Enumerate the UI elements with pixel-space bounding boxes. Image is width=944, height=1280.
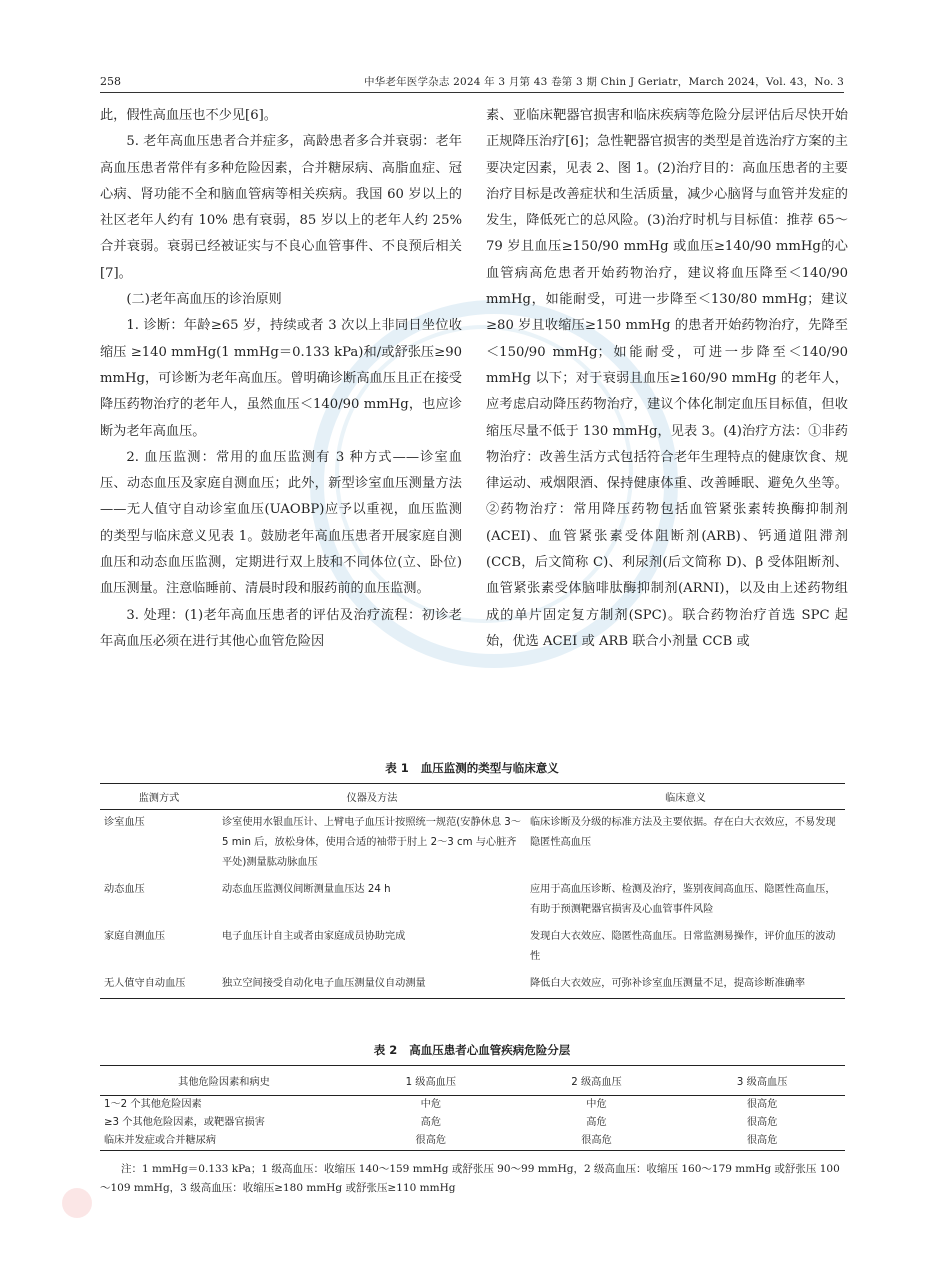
table-cell: 中危 <box>420 1099 442 1110</box>
paragraph: 2. 血压监测：常用的血压监测有 3 种方式——诊室血压、动态血压及家庭自测血压；此外，新型诊室血压测量方法——无人值守自动诊室血压(UAOBP)应予以重视，血压监测的类型与临床意义见表 1。鼓励老年高血压患者开展家庭自测血压和动态血压监测，定期进行双上肢和不同体位(立、卧位)血压测量。注意临睡前、清晨时段和服药前的血压监测。 <box>100 449 462 597</box>
section-heading: (二)老年高血压的诊治原则 <box>126 292 282 308</box>
table-cell: 电子血压计自主或者由家庭成员协助完成 <box>222 931 406 942</box>
table-cell: 1～2 个其他危险因素 <box>104 1099 202 1110</box>
table-row <box>100 924 845 971</box>
table-cell: 很高危 <box>679 1132 845 1151</box>
table-cell: 无人值守自动血压 <box>100 971 218 999</box>
table-row <box>100 810 845 878</box>
table-cell: 临床并发症或合并糖尿病 <box>100 1132 348 1151</box>
table2-caption <box>100 1042 844 1058</box>
table-row <box>100 1096 845 1115</box>
table-cell: 很高危 <box>348 1132 514 1151</box>
table-row <box>100 1132 845 1151</box>
table2-number: 表 2 <box>373 1043 398 1057</box>
table1 <box>100 783 845 999</box>
journal-info: 中华老年医学杂志 2024 年 3 月第 43 卷第 3 期 Chin J Geriatr，March 2024，Vol. 43，No. 3 <box>363 75 844 88</box>
table-cell: 高危 <box>420 1117 442 1128</box>
table-cell: 很高危 <box>746 1117 778 1128</box>
left-column <box>100 103 462 655</box>
table2-title: 高血压患者心血管疾病危险分层 <box>409 1043 571 1057</box>
paragraph: 素、亚临床靶器官损害和临床疾病等危险分层评估后尽快开始正规降压治疗[6]；急性靶器官损害的类型是首选治疗方案的主要决定因素，见表 2、图 1。(2)治疗目的：高血压患者的主要治疗目标是改善症状和生活质量，减少心脑肾与血管并发症的发生，降低死亡的总风险。(3)治疗时机与目标值：推荐 65～79 岁且血压≥150/90 mmHg 或血压≥140/90 mmHg的心血管病高危患者开始药物治疗，建议将血压降至＜140/90 mmHg，如能耐受，可进一步降至＜130/80 mmHg；建议≥80 岁且收缩压≥150 mmHg 的患者开始药物治疗，先降至＜150/90 mmHg；如能耐受，可进一步降至＜140/90 mmHg 以下；对于衰弱且血压≥160/90 mmHg 的老年人，应考虑启动降压药物治疗，建议个体化制定血压目标值，但收缩压尽量不低于 130 mmHg，见表 3。(4)治疗方法：①非药物治疗：改善生活方式包括符合老年生理特点的健康饮食、规律运动、戒烟限酒、保持健康体重、改善睡眠、避免久坐等。②药物治疗：常用降压药物包括血管紧张素转换酶抑制剂(ACEI)、血管紧张素受体阻断剂(ARB)、钙通道阻滞剂(CCB，后文简称 C)、利尿剂(后文简称 D)、β 受体阻断剂、血管紧张素受体脑啡肽酶抑制剂(ARNI)，以及由上述药物组成的单片固定复方制剂(SPC)。联合药物治疗首选 SPC 起始，优选 ACEI 或 ARB 联合小剂量 CCB 或 <box>486 108 848 649</box>
table-cell: ≥3 个其他危险因素，或靶器官损害 <box>104 1117 265 1128</box>
table2-header: 3 级高血压 <box>679 1066 845 1096</box>
table2-header: 1 级高血压 <box>348 1066 514 1096</box>
publisher-watermark <box>62 1188 262 1220</box>
paragraph: 5. 老年高血压患者合并症多，高龄患者多合并衰弱：老年高血压患者常伴有多种危险因素，合并糖尿病、高脂血症、冠心病、肾功能不全和脑血管病等相关疾病。我国 60 岁以上的社区老年人约有 10% 患有衰弱，85 岁以上的老年人约 25% 合并衰弱。衰弱已经被证实与不良心血管事件、不良预后相关[7]。 <box>100 134 462 281</box>
table-cell: 降低白大衣效应，可弥补诊室血压测量不足，提高诊断准确率 <box>526 971 845 999</box>
table-cell: 很高危 <box>746 1099 778 1110</box>
table-cell: 发现白大衣效应、隐匿性高血压。日常监测易操作，评价血压的波动性 <box>530 931 836 962</box>
table-cell: 中危 <box>586 1099 607 1110</box>
table-cell: 独立空间接受自动化电子血压测量仪自动测量 <box>218 971 526 999</box>
table-cell: 动态血压 <box>104 884 145 895</box>
paragraph: 3. 处理：(1)老年高血压患者的评估及治疗流程：初诊老年高血压必须在进行其他心血管危险因 <box>100 607 462 649</box>
table-row <box>100 877 845 924</box>
table-cell: 很高危 <box>514 1132 680 1151</box>
table-cell: 高危 <box>586 1117 607 1128</box>
table2-header: 2 级高血压 <box>514 1066 680 1096</box>
table-cell: 临床诊断及分级的标准方法及主要依据。存在白大衣效应，不易发现隐匿性高血压 <box>530 817 836 848</box>
table-cell: 家庭自测血压 <box>104 931 166 942</box>
table-cell: 诊室使用水银血压计、上臂电子血压计按照统一规范(安静休息 3～5 min 后，放松身体，使用合适的袖带于肘上 2～3 cm 与心脏齐平处)测量肱动脉血压 <box>222 817 521 868</box>
table-cell: 诊室血压 <box>104 817 145 828</box>
table-row <box>100 1114 845 1132</box>
paragraph: 1. 诊断：年龄≥65 岁，持续或者 3 次以上非同日坐位收缩压 ≥140 mmHg(1 mmHg＝0.133 kPa)和/或舒张压≥90 mmHg，可诊断为老年高血压。曾明确诊断高血压且正在接受降压药物治疗的老年人，虽然血压＜140/90 mmHg，也应诊断为老年高血压。 <box>100 318 462 439</box>
table2-header: 其他危险因素和病史 <box>100 1066 348 1096</box>
page-number: 258 <box>100 74 121 88</box>
table-row <box>100 971 845 999</box>
table-note: 注：1 mmHg＝0.133 kPa；1 级高血压：收缩压 140～159 mmHg 或舒张压 90～99 mmHg，2 级高血压：收缩压 160～179 mmHg 或舒张压 100～109 mmHg，3 级高血压：收缩压≥180 mmHg 或舒张压≥110 mmHg <box>100 1163 840 1194</box>
table1-header: 仪器及方法 <box>218 784 526 810</box>
table1-number: 表 1 <box>385 761 409 775</box>
publisher-seal-icon <box>62 1188 92 1218</box>
paragraph: 此，假性高血压也不少见[6]。 <box>100 108 277 123</box>
table1-header: 监测方式 <box>100 784 218 810</box>
table-cell: 应用于高血压诊断、检测及治疗，鉴别夜间高血压、隐匿性高血压，有助于预测靶器官损害及心血管事件风险 <box>530 884 836 915</box>
header-rule <box>100 92 844 93</box>
table1-header: 临床意义 <box>526 784 845 810</box>
table1-caption <box>100 760 844 776</box>
table-cell: 动态血压监测仪间断测量血压达 24 h <box>222 884 391 895</box>
table1-title: 血压监测的类型与临床意义 <box>420 761 559 775</box>
table2 <box>100 1065 845 1151</box>
page-header <box>100 70 844 92</box>
right-column <box>486 103 848 655</box>
